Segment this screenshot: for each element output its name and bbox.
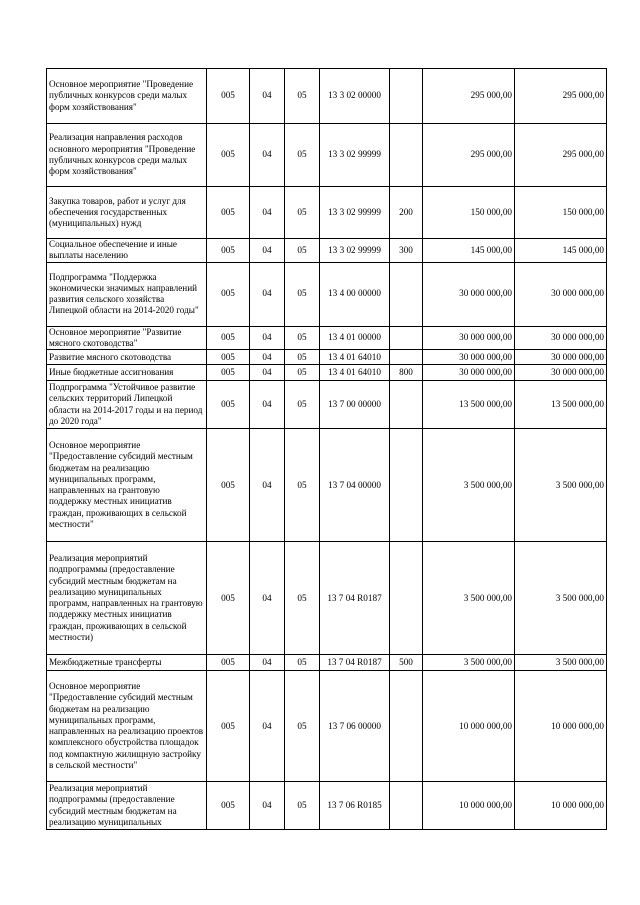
cell-amount-1: 10 000 000,00 xyxy=(423,671,515,782)
cell-expense-type xyxy=(390,350,423,365)
cell-section-code: 04 xyxy=(250,655,285,671)
cell-amount-1: 295 000,00 xyxy=(423,124,515,187)
row-title: Подпрограмма "Поддержка экономически значимых направлений развития сельского хозяйства Липецкой области на 2014-2020 годы" xyxy=(47,262,207,326)
cell-subsection-code: 05 xyxy=(285,381,320,429)
cell-subsection-code: 05 xyxy=(285,542,320,655)
cell-expense-type xyxy=(390,429,423,542)
row-title: Реализация направления расходов основного мероприятия "Проведение публичных конкурсов среди малых форм хозяйствования" xyxy=(47,124,207,187)
cell-ved-code: 005 xyxy=(207,124,250,187)
cell-expense-type xyxy=(390,326,423,350)
cell-ved-code: 005 xyxy=(207,350,250,365)
cell-amount-2: 295 000,00 xyxy=(515,69,607,124)
cell-target-article: 13 4 00 00000 xyxy=(320,262,390,326)
row-title: Межбюджетные трансферты xyxy=(47,655,207,671)
cell-subsection-code: 05 xyxy=(285,429,320,542)
row-title: Закупка товаров, работ и услуг для обеспечения государственных (муниципальных) нужд xyxy=(47,187,207,239)
row-title: Социальное обеспечение и иные выплаты населению xyxy=(47,239,207,263)
table-row xyxy=(47,429,607,542)
cell-section-code: 04 xyxy=(250,381,285,429)
cell-subsection-code: 05 xyxy=(285,782,320,830)
cell-section-code: 04 xyxy=(250,239,285,263)
cell-target-article: 13 7 00 00000 xyxy=(320,381,390,429)
cell-target-article: 13 3 02 99999 xyxy=(320,124,390,187)
cell-section-code: 04 xyxy=(250,429,285,542)
table-row xyxy=(47,381,607,429)
cell-amount-2: 3 500 000,00 xyxy=(515,429,607,542)
table-row xyxy=(47,239,607,263)
cell-ved-code: 005 xyxy=(207,239,250,263)
row-title: Подпрограмма "Устойчивое развитие сельских территорий Липецкой области на 2014-2017 годы и на период до 2020 года" xyxy=(47,381,207,429)
cell-expense-type: 200 xyxy=(390,187,423,239)
cell-amount-1: 150 000,00 xyxy=(423,187,515,239)
cell-amount-1: 10 000 000,00 xyxy=(423,782,515,830)
cell-subsection-code: 05 xyxy=(285,365,320,381)
table-row xyxy=(47,655,607,671)
table-row xyxy=(47,782,607,830)
row-title: Иные бюджетные ассигнования xyxy=(47,365,207,381)
cell-expense-type xyxy=(390,381,423,429)
cell-amount-2: 3 500 000,00 xyxy=(515,655,607,671)
cell-amount-2: 295 000,00 xyxy=(515,124,607,187)
cell-amount-2: 3 500 000,00 xyxy=(515,542,607,655)
cell-subsection-code: 05 xyxy=(285,326,320,350)
row-title: Реализация мероприятий подпрограммы (предоставление субсидий местным бюджетам на реализацию муниципальных xyxy=(47,782,207,830)
cell-amount-1: 30 000 000,00 xyxy=(423,350,515,365)
cell-section-code: 04 xyxy=(250,262,285,326)
table-row xyxy=(47,187,607,239)
cell-expense-type xyxy=(390,671,423,782)
table-row xyxy=(47,326,607,350)
cell-subsection-code: 05 xyxy=(285,350,320,365)
cell-amount-1: 3 500 000,00 xyxy=(423,655,515,671)
cell-amount-2: 30 000 000,00 xyxy=(515,262,607,326)
cell-ved-code: 005 xyxy=(207,782,250,830)
cell-target-article: 13 3 02 00000 xyxy=(320,69,390,124)
cell-subsection-code: 05 xyxy=(285,124,320,187)
cell-expense-type xyxy=(390,782,423,830)
cell-amount-2: 150 000,00 xyxy=(515,187,607,239)
cell-ved-code: 005 xyxy=(207,326,250,350)
cell-amount-2: 145 000,00 xyxy=(515,239,607,263)
cell-expense-type xyxy=(390,542,423,655)
row-title: Развитие мясного скотоводства xyxy=(47,350,207,365)
cell-target-article: 13 7 04 R0187 xyxy=(320,655,390,671)
cell-amount-1: 30 000 000,00 xyxy=(423,262,515,326)
table-row xyxy=(47,350,607,365)
cell-section-code: 04 xyxy=(250,365,285,381)
cell-amount-2: 30 000 000,00 xyxy=(515,326,607,350)
cell-section-code: 04 xyxy=(250,326,285,350)
cell-subsection-code: 05 xyxy=(285,262,320,326)
cell-section-code: 04 xyxy=(250,782,285,830)
cell-amount-1: 30 000 000,00 xyxy=(423,365,515,381)
cell-ved-code: 005 xyxy=(207,671,250,782)
cell-ved-code: 005 xyxy=(207,69,250,124)
row-title: Основное мероприятие "Предоставление субсидий местным бюджетам на реализацию муниципальных программ, направленных на грантовую поддержку местных инициатив граждан, проживающих в сельской местности" xyxy=(47,429,207,542)
cell-amount-2: 10 000 000,00 xyxy=(515,671,607,782)
cell-amount-1: 30 000 000,00 xyxy=(423,326,515,350)
cell-target-article: 13 3 02 99999 xyxy=(320,187,390,239)
cell-amount-2: 30 000 000,00 xyxy=(515,350,607,365)
cell-section-code: 04 xyxy=(250,350,285,365)
cell-ved-code: 005 xyxy=(207,542,250,655)
cell-target-article: 13 4 01 64010 xyxy=(320,350,390,365)
cell-amount-2: 30 000 000,00 xyxy=(515,365,607,381)
cell-target-article: 13 4 01 00000 xyxy=(320,326,390,350)
cell-target-article: 13 7 04 00000 xyxy=(320,429,390,542)
cell-expense-type: 300 xyxy=(390,239,423,263)
cell-subsection-code: 05 xyxy=(285,671,320,782)
cell-expense-type: 500 xyxy=(390,655,423,671)
cell-expense-type xyxy=(390,69,423,124)
cell-expense-type: 800 xyxy=(390,365,423,381)
row-title: Основное мероприятие "Проведение публичных конкурсов среди малых форм хозяйствования" xyxy=(47,69,207,124)
table-row xyxy=(47,365,607,381)
cell-target-article: 13 7 06 R0185 xyxy=(320,782,390,830)
cell-target-article: 13 3 02 99999 xyxy=(320,239,390,263)
cell-ved-code: 005 xyxy=(207,655,250,671)
row-title: Реализация мероприятий подпрограммы (предоставление субсидий местным бюджетам на реализацию муниципальных программ, направленных на грантовую поддержку местных инициатив граждан, проживающих в сельской местности) xyxy=(47,542,207,655)
cell-section-code: 04 xyxy=(250,187,285,239)
budget-table xyxy=(46,68,607,830)
cell-ved-code: 005 xyxy=(207,429,250,542)
cell-ved-code: 005 xyxy=(207,187,250,239)
cell-target-article: 13 7 06 00000 xyxy=(320,671,390,782)
cell-ved-code: 005 xyxy=(207,365,250,381)
cell-section-code: 04 xyxy=(250,542,285,655)
cell-expense-type xyxy=(390,124,423,187)
cell-ved-code: 005 xyxy=(207,262,250,326)
cell-target-article: 13 4 01 64010 xyxy=(320,365,390,381)
cell-subsection-code: 05 xyxy=(285,187,320,239)
table-row xyxy=(47,262,607,326)
cell-expense-type xyxy=(390,262,423,326)
cell-target-article: 13 7 04 R0187 xyxy=(320,542,390,655)
table-row xyxy=(47,69,607,124)
cell-section-code: 04 xyxy=(250,69,285,124)
cell-amount-1: 295 000,00 xyxy=(423,69,515,124)
cell-amount-2: 13 500 000,00 xyxy=(515,381,607,429)
cell-subsection-code: 05 xyxy=(285,655,320,671)
cell-subsection-code: 05 xyxy=(285,239,320,263)
cell-amount-1: 3 500 000,00 xyxy=(423,542,515,655)
cell-section-code: 04 xyxy=(250,671,285,782)
row-title: Основное мероприятие "Развитие мясного скотоводства" xyxy=(47,326,207,350)
table-row xyxy=(47,542,607,655)
cell-amount-1: 145 000,00 xyxy=(423,239,515,263)
cell-subsection-code: 05 xyxy=(285,69,320,124)
cell-section-code: 04 xyxy=(250,124,285,187)
cell-ved-code: 005 xyxy=(207,381,250,429)
table-row xyxy=(47,671,607,782)
cell-amount-2: 10 000 000,00 xyxy=(515,782,607,830)
row-title: Основное мероприятие "Предоставление субсидий местным бюджетам на реализацию муниципальных программ, направленных на реализацию проектов комплексного обустройства площадок под компактную жилищную застройку в сельской местности" xyxy=(47,671,207,782)
cell-amount-1: 3 500 000,00 xyxy=(423,429,515,542)
cell-amount-1: 13 500 000,00 xyxy=(423,381,515,429)
table-row xyxy=(47,124,607,187)
